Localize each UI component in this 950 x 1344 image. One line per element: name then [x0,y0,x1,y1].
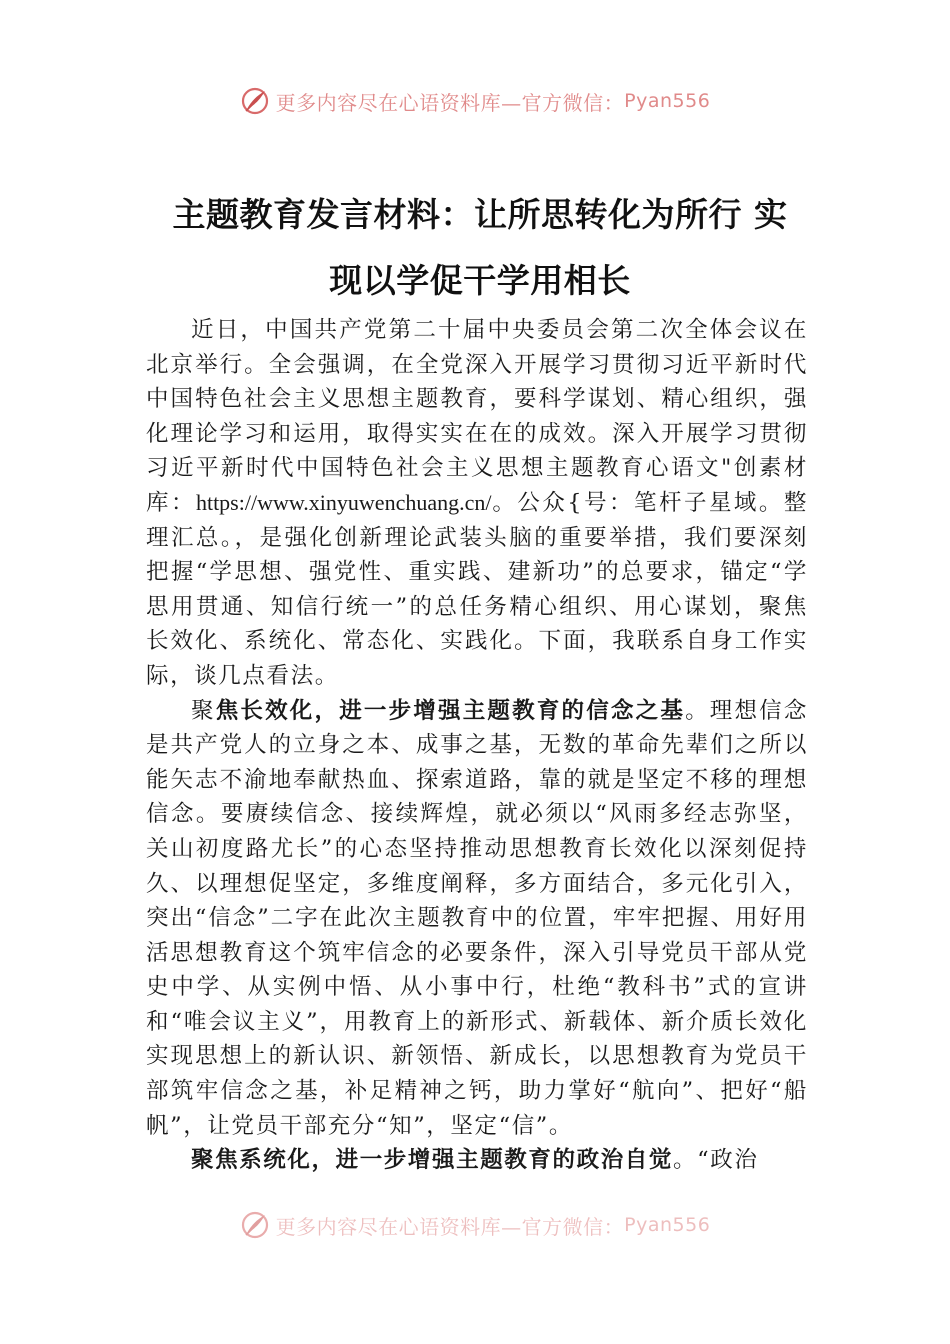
paragraph-section-1 [146,694,808,1144]
watermark-header [0,86,950,116]
section-2-body: 。“政治 [673,1147,759,1174]
watermark-footer [0,1210,950,1240]
document-title [150,182,810,314]
section-2-heading: 聚焦系统化，进一步增强主题教育的政治自觉 [191,1147,674,1174]
watermark-id: Pyan556 [624,90,711,112]
watermark-id: Pyan556 [624,1214,711,1236]
document-body [146,313,808,1178]
quill-logo-icon [240,1210,270,1240]
watermark-text: 更多内容尽在心语资料库—官方微信： [275,1214,625,1239]
title-line-1: 主题教育发言材料：让所思转化为所行 实 [172,195,788,234]
watermark-text: 更多内容尽在心语资料库—官方微信： [275,90,625,115]
intro-text-b: 。公众{号：笔杆子星域。整理汇总。，是强化创新理论武装头脑的重要举措，我们要深刻把握“学思想、强党性、重实践、建新功”的总要求，锚定“学思用贯通、知信行统一”的总任务精心组织、用心谋划，聚焦长效化、系统化、常态化、实践化。下面，我联系自身工作实际，谈几点看法。 [146,489,808,689]
title-line-2: 现以学促干学用相长 [329,261,631,300]
quill-logo-icon [240,86,270,116]
paragraph-section-2 [146,1143,808,1178]
section-1-lead: 聚 [191,697,216,724]
intro-text-a: 近日，中国共产党第二十届中央委员会第二次全体会议在北京举行。全会强调，在全党深入开展学习贯彻习近平新时代中国特色社会主义思想主题教育，要科学谋划、精心组织，强化理论学习和运用，取得实实在在的成效。深入开展学习贯彻习近平新时代中国特色社会主义思想主题教育心语文"创素材库： [146,317,808,516]
paragraph-intro [146,313,808,694]
source-url: https://www.xinyuwenchuang.cn/ [195,489,492,515]
section-1-heading: 焦长效化，进一步增强主题教育的信念之基 [215,697,686,724]
section-1-body: 。理想信念是共产党人的立身之本、成事之基，无数的革命先辈们之所以能矢志不渝地奉献热血、探索道路，靠的就是坚定不移的理想信念。要赓续信念、接续辉煌，就必须以“风雨多经志弥坚，关山初度路尤长”的心态坚持推动思想教育长效化以深刻促持久、以理想促坚定，多维度阐释，多方面结合，多元化引入，突出“信念”二字在此次主题教育中的位置，牢牢把握、用好用活思想教育这个筑牢信念的必要条件，深入引导党员干部从党史中学、从实例中悟、从小事中行，杜绝“教科书”式的宣讲和“唯会议主义”，用教育上的新形式、新载体、新介质长效化实现思想上的新认识、新领悟、新成长，以思想教育为党员干部筑牢信念之基，补足精神之钙，助力掌好“航向”、把好“船帆”，让党员干部充分“知”，坚定“信”。 [146,697,808,1139]
